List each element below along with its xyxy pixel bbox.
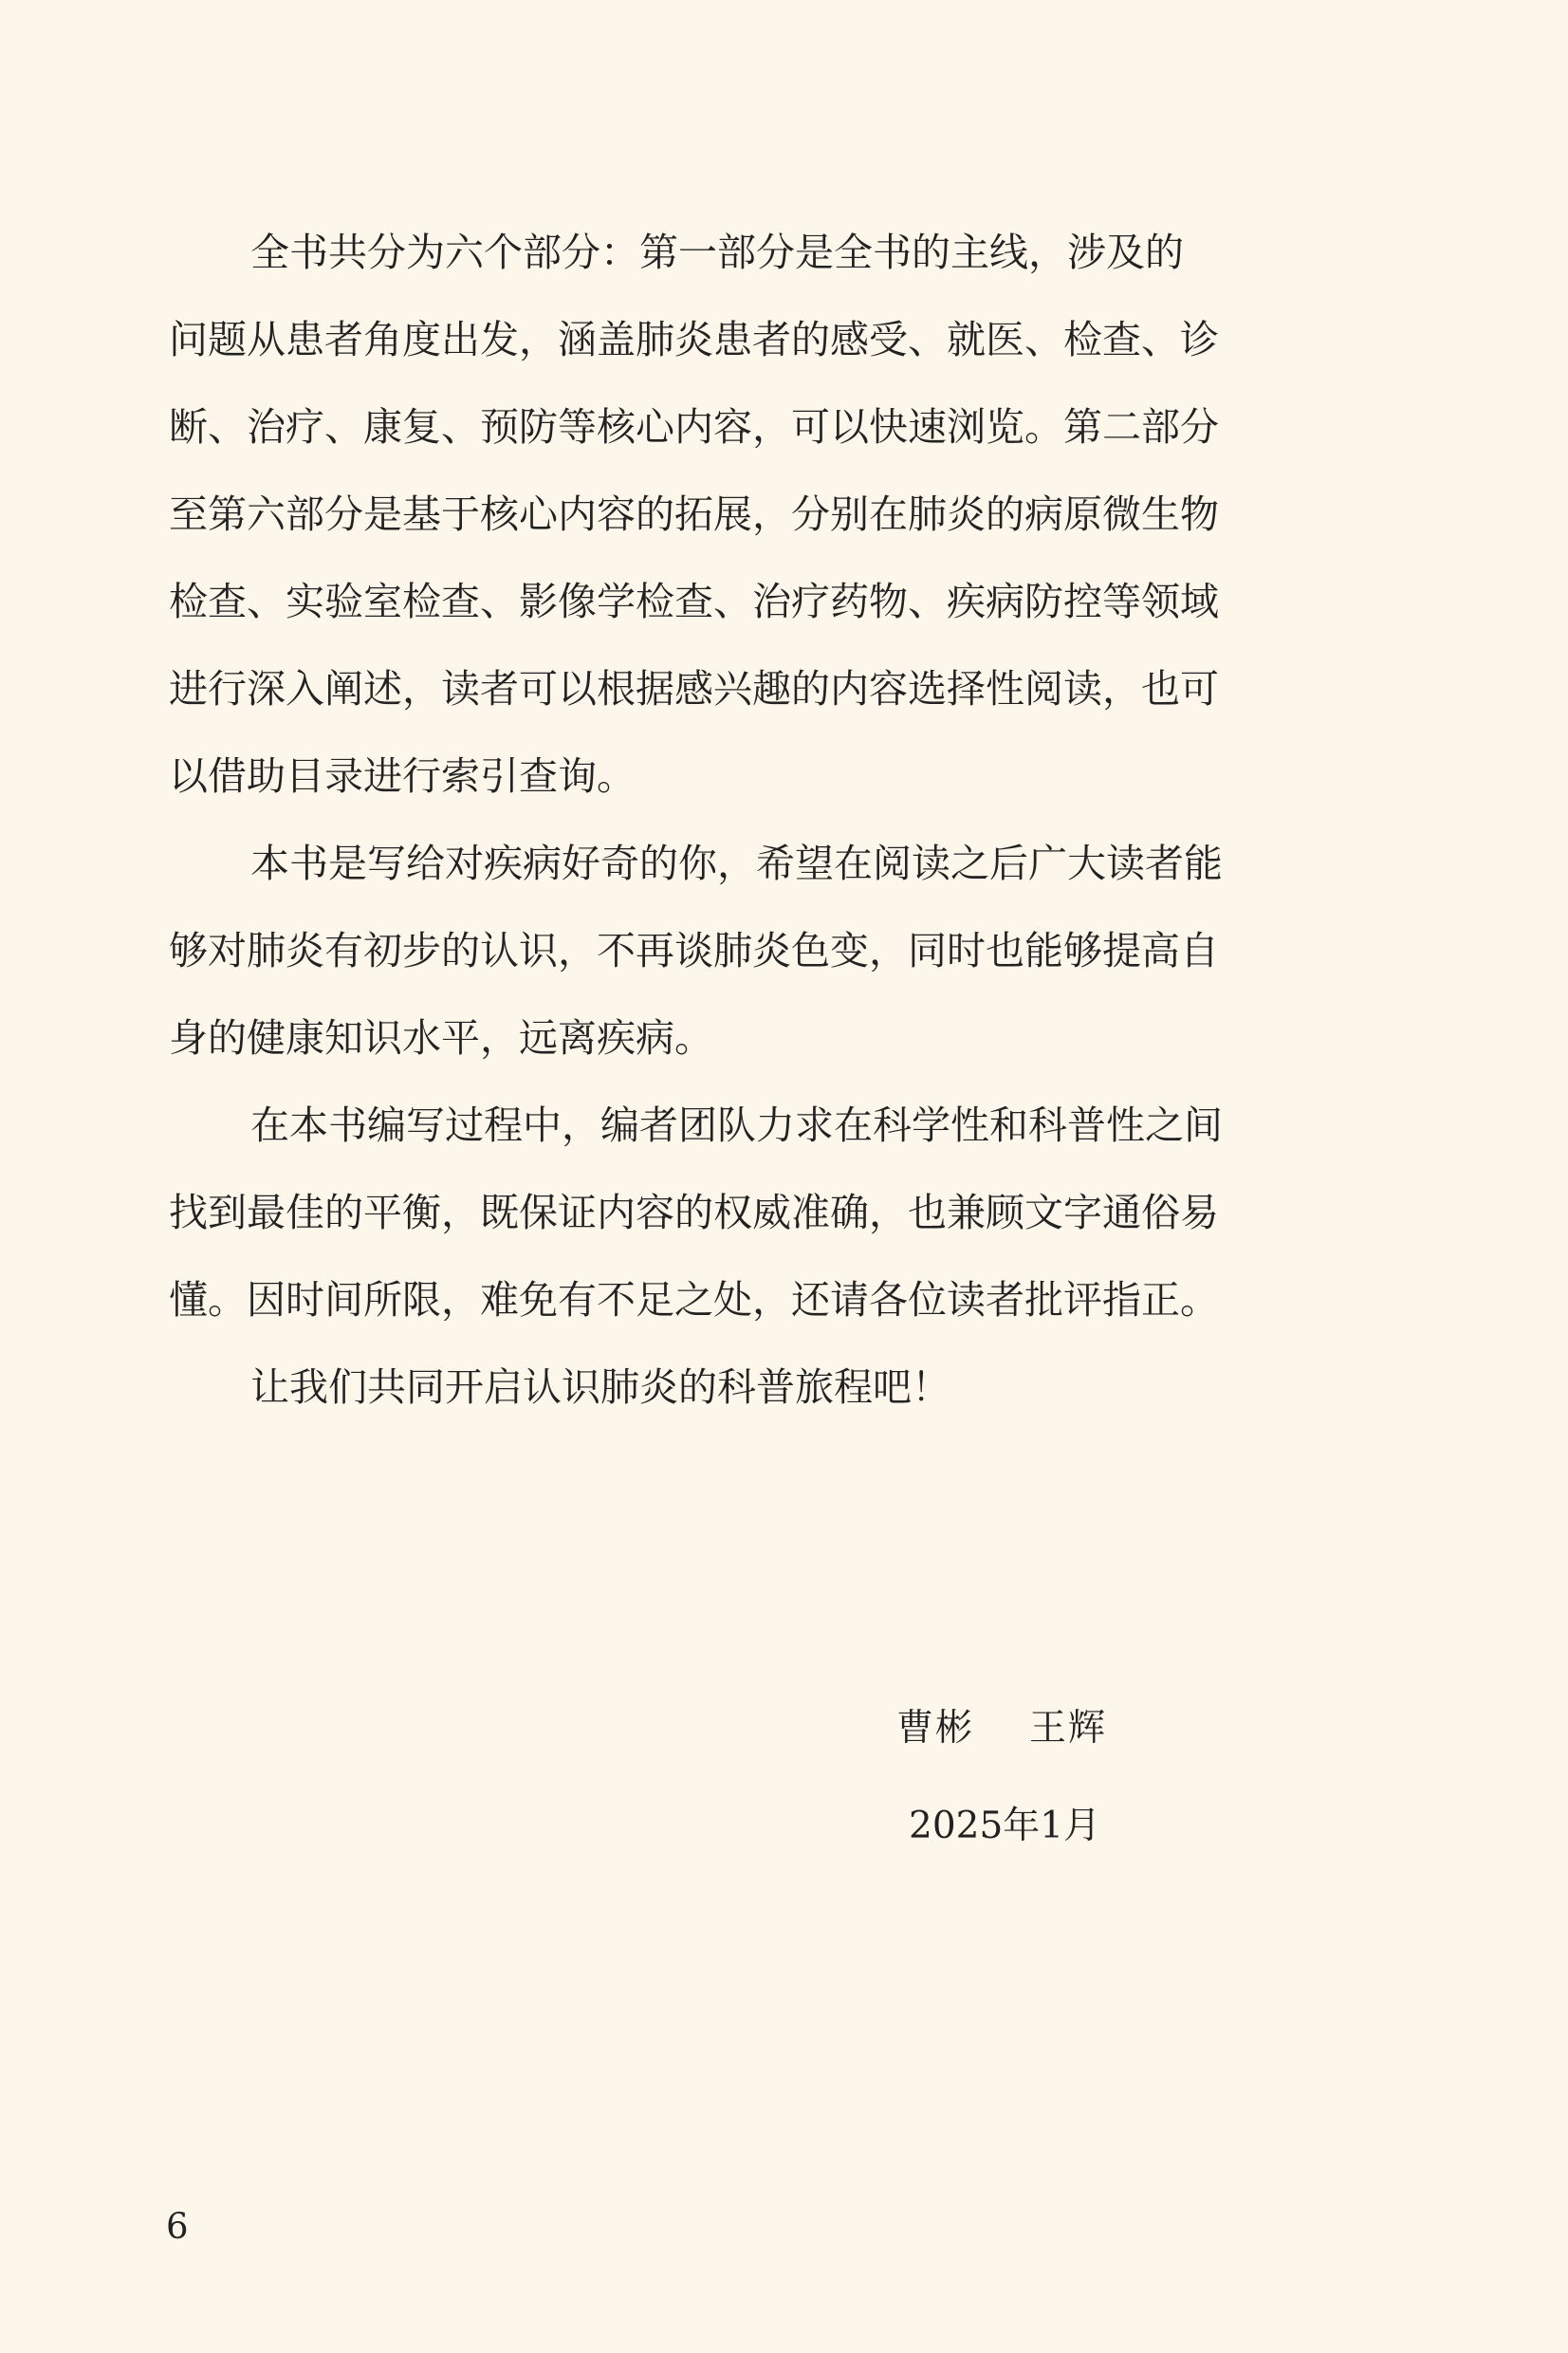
paragraph-2-line-3: 身的健康知识水平，远离疾病。 — [169, 1015, 713, 1061]
paragraph-1-line-5: 检查、实验室检查、影像学检查、治疗药物、疾病防控等领域 — [169, 579, 1219, 624]
paragraph-1-line-6: 进行深入阐述，读者可以根据感兴趣的内容选择性阅读，也可 — [169, 666, 1219, 712]
paragraph-1-line-4: 至第六部分是基于核心内容的拓展，分别在肺炎的病原微生物 — [169, 491, 1219, 537]
paragraph-1-line-1: 全书共分为六个部分：第一部分是全书的主线，涉及的 — [250, 230, 1184, 275]
paragraph-4-line-1: 让我们共同开启认识肺炎的科普旅程吧！ — [250, 1364, 950, 1410]
paragraph-2-line-1: 本书是写给对疾病好奇的你，希望在阅读之后广大读者能 — [250, 841, 1223, 886]
author-name: 王辉 — [1029, 1707, 1108, 1750]
paragraph-2-line-2: 够对肺炎有初步的认识，不再谈肺炎色变，同时也能够提高自 — [169, 928, 1219, 973]
paragraph-1-line-3: 断、治疗、康复、预防等核心内容，可以快速浏览。第二部分 — [169, 404, 1219, 450]
signature — [896, 1698, 1107, 1751]
paragraph-3-line-1: 在本书编写过程中，编者团队力求在科学性和科普性之间 — [250, 1102, 1223, 1148]
paragraph-3-line-2: 找到最佳的平衡，既保证内容的权威准确，也兼顾文字通俗易 — [169, 1190, 1219, 1235]
paragraph-1-line-2: 问题从患者角度出发，涵盖肺炎患者的感受、就医、检查、诊 — [169, 317, 1219, 362]
signature-date: 2025年1月 — [909, 1805, 1101, 1847]
author-name: 曹彬 — [896, 1707, 975, 1750]
paragraph-3-line-3: 懂。因时间所限，难免有不足之处，还请各位读者批评指正。 — [169, 1277, 1219, 1323]
preface-body — [169, 209, 1255, 1431]
page-number: 6 — [166, 2206, 189, 2247]
paragraph-1-line-7: 以借助目录进行索引查询。 — [169, 753, 636, 799]
